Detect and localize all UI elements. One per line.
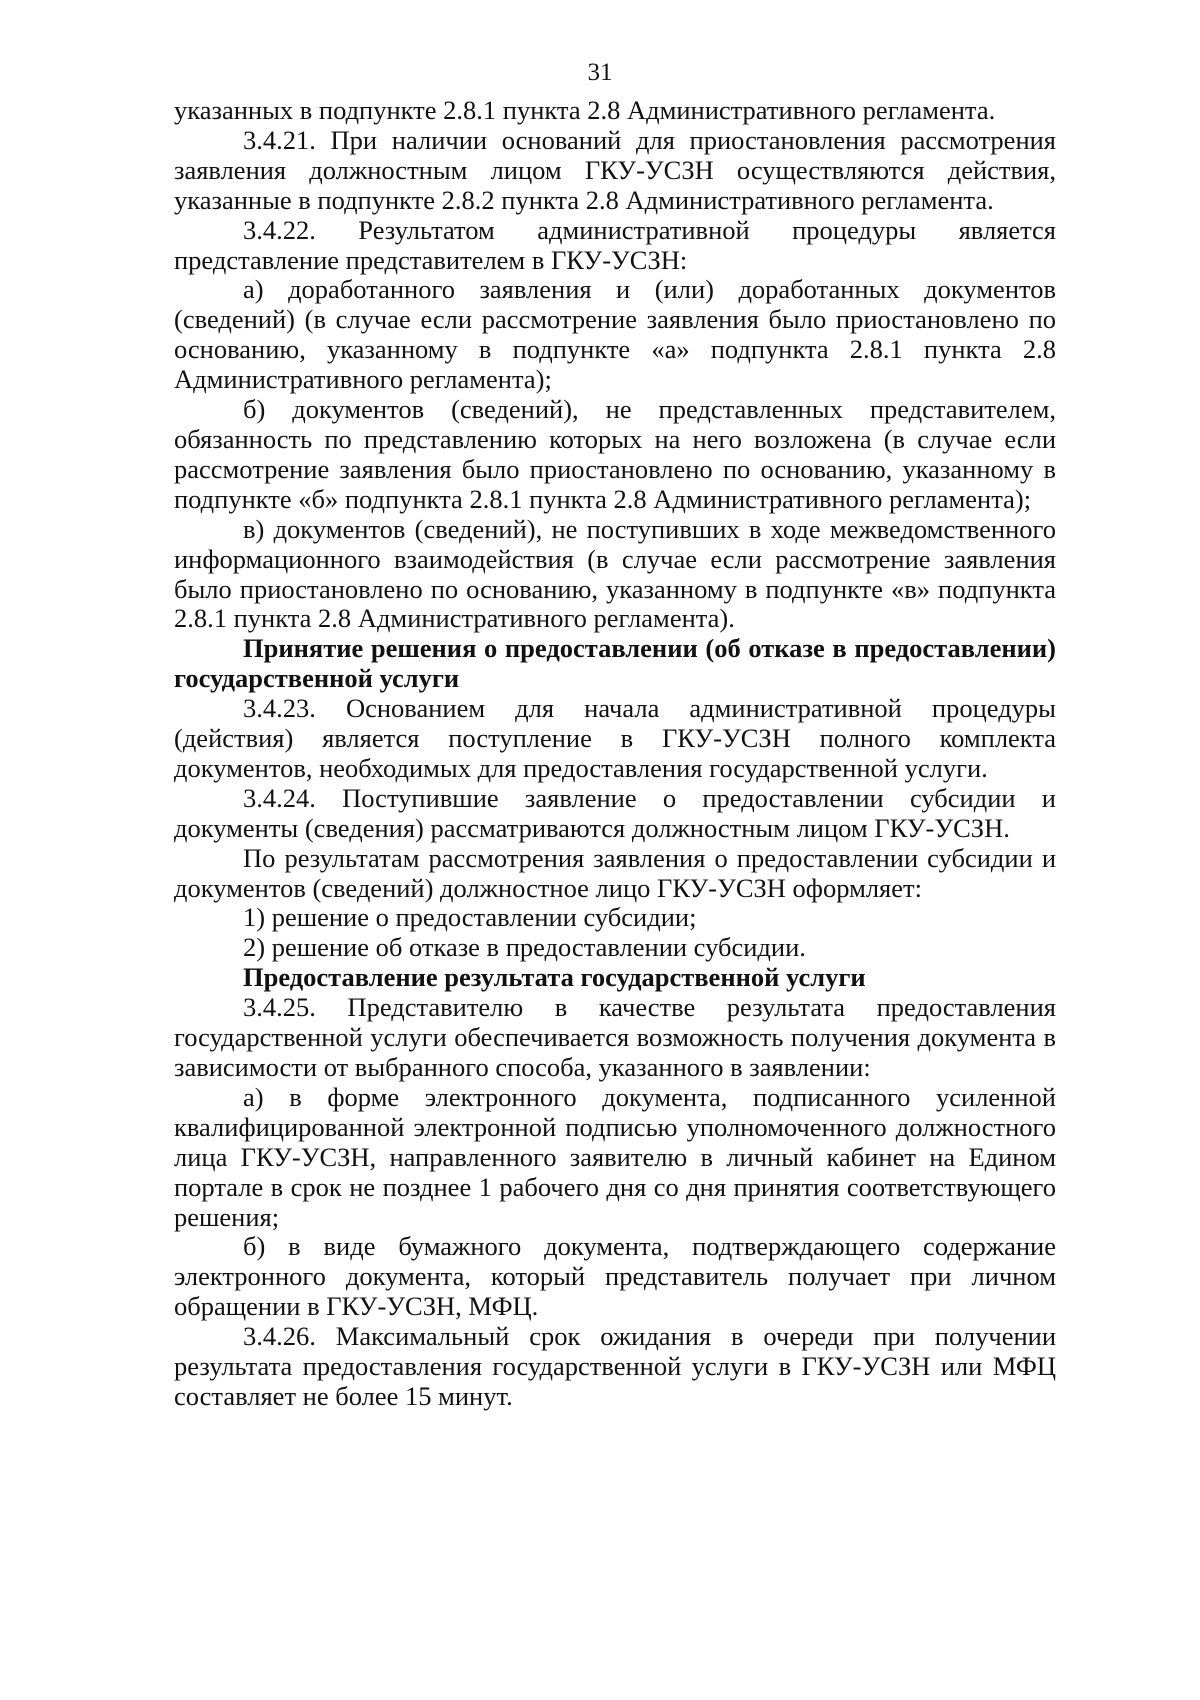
paragraph-review-results: По результатам рассмотрения заявления о предоставлении субсидии и документов (сведений) должностное лицо ГКУ-УСЗН оформляет:: [174, 842, 1056, 903]
paragraph-3-4-23: 3.4.23. Основанием для начала административной процедуры (действия) является поступление в ГКУ-УСЗН полного комплекта документов, необходимых для предоставления государственной услуги.: [174, 693, 1056, 783]
list-item-refusal-decision: 2) решение об отказе в предоставлении субсидии.: [243, 932, 806, 963]
page-number: 31: [587, 59, 613, 86]
document-body: [174, 96, 1056, 1412]
section-heading-result: Предоставление результата государственной услуги: [243, 962, 866, 993]
subitem-b-missing-documents: б) документов (сведений), не представленных представителем, обязанность по представлению которых на него возложена (в случае если рассмотрение заявления было приостановлено по основанию, указанному в подпункте «б» подпункта 2.8.1 пункта 2.8 Административного регламента);: [174, 394, 1056, 514]
list-item-grant-decision: 1) решение о предоставлении субсидии;: [243, 902, 697, 933]
subitem-v-interagency-documents: в) документов (сведений), не поступивших в ходе межведомственного информационного взаимодействия (в случае если рассмотрение заявления было приостановлено по основанию, указанному в подпункте «в» подпункта 2.8.1 пункта 2.8 Административного регламента).: [174, 513, 1056, 634]
subitem-b-paper-document: б) в виде бумажного документа, подтверждающего содержание электронного документа, который представитель получает при личном обращении в ГКУ-УСЗН, МФЦ.: [174, 1231, 1056, 1322]
paragraph-3-4-26: 3.4.26. Максимальный срок ожидания в очереди при получении результата предоставления государственной услуги в ГКУ-УСЗН или МФЦ составляет не более 15 минут.: [174, 1321, 1056, 1411]
paragraph-3-4-21: 3.4.21. При наличии оснований для приостановления рассмотрения заявления должностным лицом ГКУ-УСЗН осуществляются действия, указанные в подпункте 2.8.2 пункта 2.8 Административного регламента.: [174, 124, 1056, 215]
subitem-a-revised-application: а) доработанного заявления и (или) доработанных документов (сведений) (в случае если рассмотрение заявления было приостановлено по основанию, указанному в подпункте «а» подпункта 2.8.1 пункта 2.8 Административного регламента);: [174, 274, 1056, 395]
paragraph-continuation: указанных в подпункте 2.8.1 пункта 2.8 Административного регламента.: [174, 95, 996, 125]
section-heading-decision: Принятие решения о предоставлении (об отказе в предоставлении) государственной услуги: [174, 633, 1056, 694]
paragraph-3-4-25: 3.4.25. Представителю в качестве результата предоставления государственной услуги обеспечивается возможность получения документа в зависимости от выбранного способа, указанного в заявлении:: [174, 992, 1056, 1082]
paragraph-3-4-22: 3.4.22. Результатом административной процедуры является представление представителем в ГКУ-УСЗН:: [174, 214, 1056, 275]
subitem-a-electronic-document: а) в форме электронного документа, подписанного усиленной квалифицированной электронной подписью уполномоченного должностного лица ГКУ-УСЗН, направленного заявителю в личный кабинет на Едином портале в срок не позднее 1 рабочего дня со дня принятия соответствующего решения;: [174, 1081, 1056, 1232]
paragraph-3-4-24: 3.4.24. Поступившие заявление о предоставлении субсидии и документы (сведения) рассматриваются должностным лицом ГКУ-УСЗН.: [174, 782, 1056, 843]
